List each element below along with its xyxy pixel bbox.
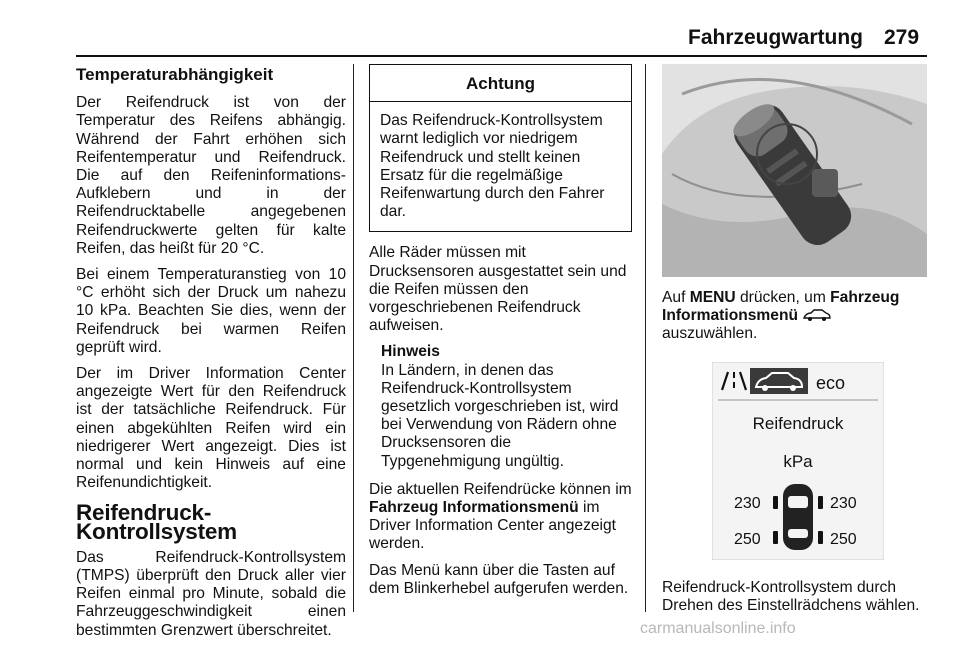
section-heading-temperature: Temperaturabhängigkeit — [76, 65, 274, 84]
text-run: Die aktuellen Reifendrücke können im — [369, 480, 632, 498]
header-rule — [76, 55, 927, 57]
column-right — [662, 64, 927, 623]
page-header-title: Fahrzeugwartung — [688, 26, 864, 49]
text-run: auszuwählen. — [662, 325, 758, 343]
lever-illustration — [662, 64, 927, 277]
pressure-rear-right: 250 — [830, 530, 857, 548]
pressure-rear-left: 250 — [734, 530, 761, 548]
paragraph — [369, 481, 632, 554]
menu-name: Fahrzeug Informationsmenü — [369, 499, 579, 517]
text-run: Auf — [662, 289, 690, 306]
paragraph: Der im Driver Information Center angezeigte Wert für den Reifendruck ist der tatsächliche Reifendruck. Für einen abgekühlten Reifen wird ein niedrigerer Wert angezeigt. Dies ist normal und kein Hinweis auf eine Reifenundichtigkeit. — [76, 365, 346, 492]
column-left — [76, 66, 346, 648]
caution-title: Achtung — [370, 65, 631, 102]
column-middle — [369, 64, 632, 606]
eco-label: eco — [816, 372, 846, 393]
figure-caption: Reifendruck-Kontrollsystem durch Drehen des Einstellrädchens wählen. — [662, 578, 920, 615]
caution-text: Das Reifendruck-Kontrollsystem warnt lediglich vor niedrigem Reifendruck und stellt keinen Ersatz für die regelmäßige Reifenwartung durch den Fahrer dar. — [380, 112, 605, 221]
car-info-icon — [802, 308, 832, 322]
page-number: 279 — [884, 26, 920, 49]
display-title: Reifendruck — [752, 413, 844, 433]
paragraph: Alle Räder müssen mit Drucksensoren ausgestattet sein und die Reifen müssen den vorgeschriebenen Reifendruck aufweisen. — [369, 244, 627, 335]
section-heading-tpms: Reifendruck-Kontrollsystem — [76, 500, 237, 544]
caution-box — [369, 64, 632, 232]
text-run: im Driver Information Center angezeigt werden. — [369, 499, 617, 553]
paragraph: Das Menü kann über die Tasten auf dem Blinkerhebel aufgerufen werden. — [369, 561, 629, 597]
menu-name: Fahrzeug Informationsmenü — [662, 289, 900, 325]
paragraph: Der Reifendruck ist von der Temperatur des Reifens abhängig. Während der Fahrt erhöhen sich Reifentemperatur und Reifendruck. Die auf den Reifeninformations-Aufklebern und in der Reifendrucktabelle angegebenen Reifendruckwerte gelten für kalte Reifen, das heißt für 20 °C. — [76, 94, 346, 257]
pressure-unit: kPa — [783, 451, 813, 471]
tire-pressure-display — [712, 362, 884, 560]
pressure-front-right: 230 — [830, 494, 857, 512]
turn-signal-lever-photo — [662, 64, 927, 277]
note-title: Hinweis — [381, 343, 440, 361]
menu-button-name: MENU — [689, 289, 736, 306]
note-box — [369, 343, 632, 470]
paragraph: Bei einem Temperaturanstieg von 10 °C erhöht sich der Druck um nahezu 10 kPa. Beachten Sie dies, wenn der Reifendruck bei warmen Reifen geprüft wird. — [76, 266, 346, 356]
watermark: carmanualsonline.info — [640, 620, 796, 637]
column-divider-1 — [353, 64, 354, 612]
pressure-front-left: 230 — [734, 494, 761, 512]
column-divider-2 — [645, 64, 646, 612]
note-text: In Ländern, in denen das Reifendruck-Kontrollsystem gesetzlich vorgeschrieben ist, wird bei Verwendung von Rädern ohne Drucksensoren die Typgenehmigung ungültig. — [381, 361, 619, 470]
instruction-paragraph — [662, 289, 927, 344]
text-run: drücken, um — [735, 289, 831, 306]
paragraph: Das Reifendruck-Kontrollsystem (TMPS) überprüft den Druck aller vier Reifen einmal pro Minute, sobald die Fahrzeuggeschwindigkeit einen bestimmten Grenzwert überschreitet. — [76, 548, 346, 639]
